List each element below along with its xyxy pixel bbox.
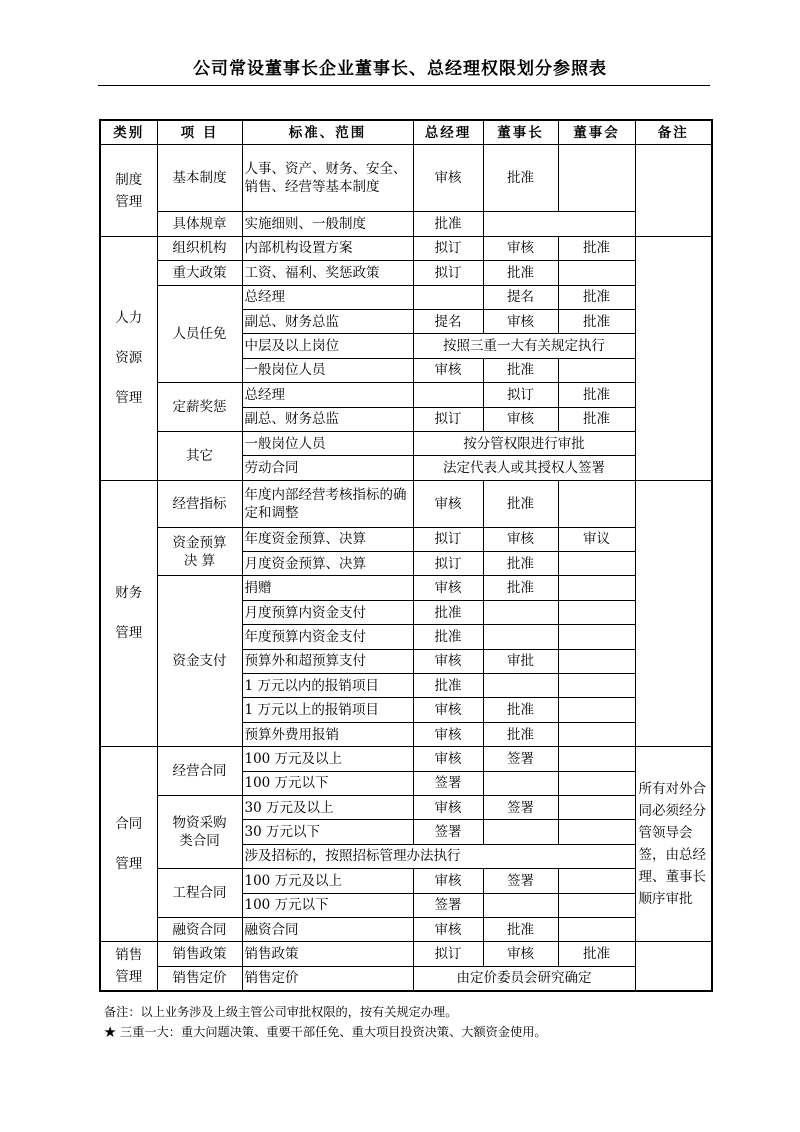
- chairman-cell: 审核: [483, 236, 558, 260]
- standard-cell: 内部机构设置方案: [242, 236, 413, 260]
- board-cell: [558, 820, 635, 844]
- standard-cell: 预算外和超预算支付: [242, 649, 413, 673]
- standard-cell: 100 万元以下: [242, 771, 413, 795]
- gm-cell: [413, 285, 483, 309]
- table-row: [100, 285, 712, 309]
- standard-cell: 月度预算内资金支付: [242, 600, 413, 624]
- chairman-cell: 审核: [483, 309, 558, 333]
- item-cell: 物资采购类合同: [157, 795, 242, 868]
- standard-cell: 30 万元以下: [242, 820, 413, 844]
- category-cell: 人力 资源 管理: [100, 236, 157, 480]
- standard-cell: 销售定价: [242, 966, 413, 991]
- chairman-cell: 审核: [483, 407, 558, 431]
- item-cell: 工程合同: [157, 869, 242, 918]
- table-row: [100, 576, 712, 600]
- gm-cell: 批准: [413, 674, 483, 698]
- merged-standard-cell: 涉及招标的，按照招标管理办法执行: [242, 844, 635, 868]
- gm-cell: 审核: [413, 649, 483, 673]
- header-remark: 备注: [635, 120, 712, 145]
- item-cell: 经营合同: [157, 747, 242, 796]
- standard-cell: 预算外费用报销: [242, 722, 413, 746]
- chairman-cell: 批准: [483, 552, 558, 576]
- gm-cell: 拟订: [413, 236, 483, 260]
- board-cell: [558, 698, 635, 722]
- item-cell: 销售政策: [157, 942, 242, 966]
- chairman-cell: 审核: [483, 942, 558, 966]
- standard-cell: 100 万元以下: [242, 893, 413, 917]
- item-cell: 组织机构: [157, 236, 242, 260]
- board-cell: 批准: [558, 407, 635, 431]
- gm-cell: 拟订: [413, 942, 483, 966]
- remark-cell: [635, 236, 712, 480]
- standard-cell: 100 万元及以上: [242, 869, 413, 893]
- chairman-cell: 审批: [483, 649, 558, 673]
- gm-cell: 审核: [413, 795, 483, 819]
- standard-cell: 销售政策: [242, 942, 413, 966]
- board-cell: [558, 674, 635, 698]
- header-board: 董事会: [558, 120, 635, 145]
- item-cell: 销售定价: [157, 966, 242, 991]
- board-cell: [558, 145, 635, 212]
- table-row: [100, 212, 712, 236]
- gm-cell: 签署: [413, 820, 483, 844]
- header-standard: 标准、范围: [242, 120, 413, 145]
- standard-cell: 工资、福利、奖惩政策: [242, 261, 413, 285]
- page-title: 公司常设董事长企业董事长、总经理权限划分参照表: [193, 59, 607, 79]
- chairman-cell: 批准: [483, 261, 558, 285]
- standard-cell: 劳动合同: [242, 456, 413, 480]
- standard-cell: 年度预算内资金支付: [242, 625, 413, 649]
- standard-cell: 副总、财务总监: [242, 309, 413, 333]
- chairman-cell: 提名: [483, 285, 558, 309]
- chairman-cell: 签署: [483, 795, 558, 819]
- header-category: 类别: [100, 120, 157, 145]
- board-cell: 批准: [558, 285, 635, 309]
- standard-cell: 中层及以上岗位: [242, 334, 413, 358]
- category-cell: 制度 管理: [100, 145, 157, 236]
- board-cell: [558, 917, 635, 941]
- standard-cell: 1 万元以上的报销项目: [242, 698, 413, 722]
- gm-cell: 审核: [413, 722, 483, 746]
- chairman-cell: 批准: [483, 722, 558, 746]
- item-cell: 定薪奖惩: [157, 383, 242, 432]
- board-cell: [558, 722, 635, 746]
- gm-cell: 拟订: [413, 407, 483, 431]
- table-row: [100, 917, 712, 941]
- chairman-cell: [483, 820, 558, 844]
- table-row: [100, 966, 712, 991]
- gm-cell: [413, 383, 483, 407]
- item-cell: 融资合同: [157, 917, 242, 941]
- category-cell: 合同 管理: [100, 747, 157, 942]
- chairman-cell: 签署: [483, 747, 558, 771]
- remark-cell: [635, 480, 712, 747]
- gm-cell: 审核: [413, 145, 483, 212]
- table-row: [100, 480, 712, 527]
- board-cell: [558, 649, 635, 673]
- board-cell: [558, 625, 635, 649]
- merged-approval-cell: 由定价委员会研究确定: [413, 966, 635, 991]
- table-row: [100, 261, 712, 285]
- gm-cell: 审核: [413, 576, 483, 600]
- chairman-cell: [483, 600, 558, 624]
- merged-approval-cell: 按照三重一大有关规定执行: [413, 334, 635, 358]
- empty-cell: [483, 212, 635, 236]
- chairman-cell: 批准: [483, 698, 558, 722]
- gm-cell: 批准: [413, 600, 483, 624]
- standard-cell: 年度内部经营考核指标的确定和调整: [242, 480, 413, 527]
- board-cell: [558, 600, 635, 624]
- table-header-row: [100, 120, 712, 145]
- board-cell: 审议: [558, 527, 635, 551]
- chairman-cell: [483, 625, 558, 649]
- standard-cell: 人事、资产、财务、安全、销售、经营等基本制度: [242, 145, 413, 212]
- chairman-cell: 签署: [483, 869, 558, 893]
- footnote-three-important: ★ 三重一大：重大问题决策、重要干部任免、重大项目投资决策、大额资金使用。: [104, 1025, 547, 1039]
- gm-cell: 审核: [413, 869, 483, 893]
- board-cell: 批准: [558, 309, 635, 333]
- table-row: [100, 869, 712, 893]
- standard-cell: 总经理: [242, 285, 413, 309]
- item-cell: 其它: [157, 431, 242, 480]
- table-row: [100, 795, 712, 819]
- standard-cell: 月度资金预算、决算: [242, 552, 413, 576]
- standard-cell: 一般岗位人员: [242, 358, 413, 382]
- chairman-cell: 批准: [483, 480, 558, 527]
- chairman-cell: [483, 674, 558, 698]
- standard-cell: 1 万元以内的报销项目: [242, 674, 413, 698]
- merged-approval-cell: 法定代表人或其授权人签署: [413, 456, 635, 480]
- gm-cell: 审核: [413, 698, 483, 722]
- header-item: 项 目: [157, 120, 242, 145]
- title-underline: [98, 85, 710, 86]
- chairman-cell: 批准: [483, 358, 558, 382]
- table-row: [100, 431, 712, 455]
- board-cell: 批准: [558, 942, 635, 966]
- standard-cell: 副总、财务总监: [242, 407, 413, 431]
- gm-cell: 审核: [413, 358, 483, 382]
- merged-approval-cell: 按分管权限进行审批: [413, 431, 635, 455]
- board-cell: [558, 771, 635, 795]
- table-row: [100, 527, 712, 551]
- table-row: [100, 747, 712, 771]
- board-cell: [558, 795, 635, 819]
- chairman-cell: 批准: [483, 576, 558, 600]
- gm-cell: 拟订: [413, 552, 483, 576]
- item-cell: 重大政策: [157, 261, 242, 285]
- board-cell: [558, 576, 635, 600]
- standard-cell: 捐赠: [242, 576, 413, 600]
- remark-cell: [635, 942, 712, 991]
- board-cell: [558, 869, 635, 893]
- standard-cell: 总经理: [242, 383, 413, 407]
- header-general-manager: 总经理: [413, 120, 483, 145]
- board-cell: 批准: [558, 236, 635, 260]
- gm-cell: 审核: [413, 917, 483, 941]
- board-cell: 批准: [558, 383, 635, 407]
- table-row: [100, 236, 712, 260]
- category-cell: 财务 管理: [100, 480, 157, 747]
- chairman-cell: [483, 893, 558, 917]
- remark-cell: 所有对外合同必须经分管领导会签，由总经理、董事长顺序审批: [635, 747, 712, 942]
- item-cell: 人员任免: [157, 285, 242, 383]
- table-row: [100, 145, 712, 212]
- gm-cell: 拟订: [413, 261, 483, 285]
- board-cell: [558, 358, 635, 382]
- gm-cell: 签署: [413, 771, 483, 795]
- table-row: [100, 942, 712, 966]
- table-row: [100, 383, 712, 407]
- chairman-cell: 拟订: [483, 383, 558, 407]
- gm-cell: 批准: [413, 212, 483, 236]
- gm-cell: 签署: [413, 893, 483, 917]
- board-cell: [558, 893, 635, 917]
- gm-cell: 审核: [413, 747, 483, 771]
- standard-cell: 融资合同: [242, 917, 413, 941]
- chairman-cell: 批准: [483, 145, 558, 212]
- chairman-cell: 审核: [483, 527, 558, 551]
- standard-cell: 年度资金预算、决算: [242, 527, 413, 551]
- item-cell: 基本制度: [157, 145, 242, 212]
- gm-cell: 拟订: [413, 527, 483, 551]
- gm-cell: 批准: [413, 625, 483, 649]
- item-cell: 资金预算决 算: [157, 527, 242, 576]
- header-chairman: 董事长: [483, 120, 558, 145]
- board-cell: [558, 552, 635, 576]
- item-cell: 具体规章: [157, 212, 242, 236]
- footnote-remark: 备注：以上业务涉及上级主管公司审批权限的，按有关规定办理。: [104, 1005, 458, 1019]
- authority-table: [99, 119, 713, 992]
- chairman-cell: [483, 771, 558, 795]
- board-cell: [558, 747, 635, 771]
- remark-cell: [635, 145, 712, 236]
- chairman-cell: 批准: [483, 917, 558, 941]
- gm-cell: 审核: [413, 480, 483, 527]
- category-cell: 销售 管理: [100, 942, 157, 991]
- item-cell: 经营指标: [157, 480, 242, 527]
- item-cell: 资金支付: [157, 576, 242, 747]
- standard-cell: 实施细则、一般制度: [242, 212, 413, 236]
- board-cell: [558, 480, 635, 527]
- standard-cell: 一般岗位人员: [242, 431, 413, 455]
- standard-cell: 30 万元及以上: [242, 795, 413, 819]
- board-cell: [558, 261, 635, 285]
- standard-cell: 100 万元及以上: [242, 747, 413, 771]
- gm-cell: 提名: [413, 309, 483, 333]
